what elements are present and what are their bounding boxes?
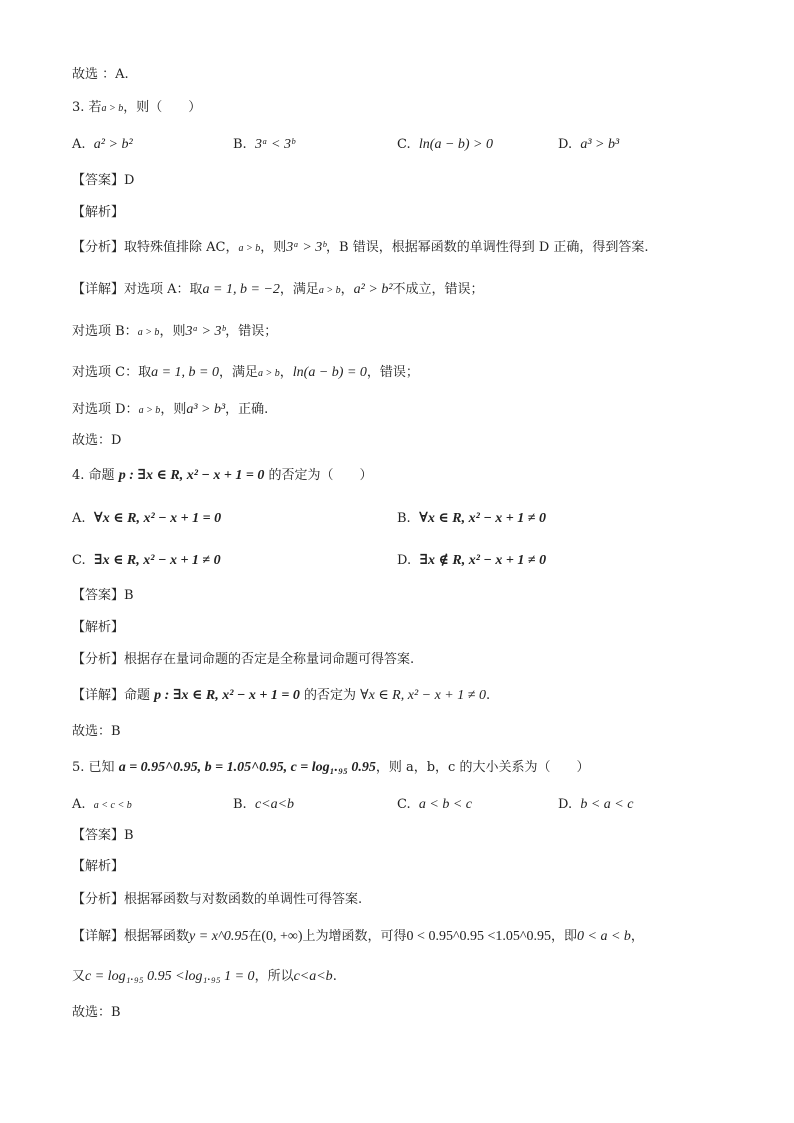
q3-detail-3-text-3: ， — [279, 365, 293, 380]
q4-option-c-label: C. — [72, 553, 86, 568]
q3-detail-3-text-4: ，错误； — [366, 365, 419, 380]
q5-fenxi — [72, 891, 362, 909]
q3-detail-1-text-2: ，满足 — [279, 282, 319, 297]
q3-detail-1-math-1: a = 1, b = −2 — [202, 282, 280, 297]
q4-stem-expr: p : ∃x ∈ R, x² − x + 1 = 0 — [118, 468, 265, 483]
q4-fenxi — [72, 651, 414, 669]
q5-option-c-expr: a < b < c — [418, 797, 472, 812]
q3-answer — [72, 172, 134, 190]
q4-answer-tag: 【答案】 — [72, 588, 125, 603]
q4-option-b-label: B. — [397, 511, 411, 526]
q3-option-c-label: C. — [397, 137, 411, 152]
q5-detail-2 — [72, 968, 337, 986]
q4-option-d-expr: ∃x ∉ R, x² − x + 1 ≠ 0 — [419, 553, 547, 568]
q5-detail-1 — [72, 928, 644, 946]
q3-detail-2-text-3: ，错误； — [225, 324, 278, 339]
q3-detail-1 — [72, 281, 484, 300]
q3-detail-2 — [72, 323, 277, 342]
prev-answer: 故选 ：A. — [72, 67, 129, 82]
q3-detail-3-math-2: a > b — [258, 368, 280, 379]
q3-fenxi-math-1: a > b — [238, 243, 261, 254]
q5-detail-2-math-1: c = log₁.₉₅ 0.95 <log₁.₉₅ 1 = 0 — [85, 969, 255, 984]
q4-detail-text-2: 的否定为 — [304, 688, 357, 703]
q3-option-a-expr: a² > b² — [93, 137, 133, 152]
q4-option-b — [397, 510, 546, 528]
q5-option-d-label: D. — [558, 797, 573, 812]
q5-option-b-label: B. — [233, 797, 247, 812]
q4-detail-tag: 【详解】 — [72, 688, 125, 703]
q4-option-d — [397, 552, 546, 570]
q5-detail-1-text-5: ， — [630, 929, 644, 944]
q4-analysis-tag-text: 【解析】 — [72, 620, 125, 635]
q5-answer-value: B — [124, 828, 134, 843]
q3-detail-4 — [72, 401, 268, 420]
q4-option-a — [72, 510, 221, 528]
q5-detail-tag: 【详解】 — [72, 929, 125, 944]
q5-detail-2-math-2: c<a<b — [293, 969, 333, 984]
q5-option-a — [72, 796, 132, 815]
q3-detail-1-text-3: ， — [340, 282, 354, 297]
q5-option-d-expr: b < a < c — [580, 797, 634, 812]
q3-detail-4-text-1: 对选项 D： — [72, 402, 139, 417]
q5-option-a-label: A. — [72, 797, 86, 812]
q5-option-b-expr: c<a<b — [254, 797, 295, 812]
q3-stem-pre: 3. 若 — [72, 100, 102, 115]
q4-fenxi-text: 根据存在量词命题的否定是全称量词命题可得答案. — [124, 652, 415, 667]
q5-final: 故选：B — [72, 1005, 121, 1020]
q3-final: 故选：D — [72, 433, 122, 448]
q3-detail-1-text-1: 对选项 A：取 — [124, 282, 203, 297]
q4-detail — [72, 687, 490, 705]
q3-detail-3-math-3: ln(a − b) = 0 — [292, 365, 367, 380]
q3-option-a-label: A. — [72, 137, 86, 152]
q3-fenxi-tag: 【分析】 — [72, 240, 125, 255]
q3-detail-2-text-1: 对选项 B： — [72, 324, 138, 339]
q4-detail-text-1: 命题 — [124, 688, 151, 703]
q3-fenxi-text-1: 取特殊值排除 AC， — [124, 240, 239, 255]
q4-option-a-expr: ∀x ∈ R, x² − x + 1 = 0 — [93, 511, 222, 526]
q5-detail-2-text-1: 又 — [72, 969, 86, 984]
q3-option-b-expr: 3ᵃ < 3ᵇ — [254, 137, 295, 152]
q5-detail-1-text-1: 根据幂函数 — [124, 929, 190, 944]
q3-answer-tag: 【答案】 — [72, 173, 125, 188]
q3-option-b-label: B. — [233, 137, 247, 152]
q4-option-c — [72, 552, 221, 570]
q5-analysis-tag-text: 【解析】 — [72, 859, 125, 874]
q5-stem-pre: 5. 已知 — [72, 760, 115, 775]
q5-stem — [72, 759, 589, 777]
q4-fenxi-tag: 【分析】 — [72, 652, 125, 667]
q5-option-b — [233, 796, 294, 814]
q4-answer — [72, 587, 134, 605]
q3-option-d — [558, 136, 619, 154]
q3-option-c-expr: ln(a − b) > 0 — [418, 137, 493, 152]
q5-option-a-expr: a < c < b — [93, 800, 132, 811]
q5-analysis-tag — [72, 858, 124, 876]
q5-fenxi-tag: 【分析】 — [72, 892, 125, 907]
q3-detail-1-text-4: 不成立，错误； — [392, 282, 484, 297]
q3-option-a — [72, 136, 133, 154]
q4-answer-value: B — [124, 588, 134, 603]
q4-final: 故选：B — [72, 724, 121, 739]
q3-answer-value: D — [124, 173, 135, 188]
q3-detail-3 — [72, 364, 419, 383]
q3-fenxi-text-2: ，则 — [260, 240, 287, 255]
q4-analysis-tag — [72, 619, 124, 637]
q5-stem-post: ，则 a，b，c 的大小关系为（ ） — [375, 760, 590, 775]
q3-detail-1-math-3: a² > b² — [353, 282, 393, 297]
q4-option-a-label: A. — [72, 511, 86, 526]
q4-option-d-label: D. — [397, 553, 412, 568]
q5-stem-expr: a = 0.95^0.95, b = 1.05^0.95, c = log₁.₉₅ 0.95 — [118, 760, 376, 775]
q3-detail-3-math-1: a = 1, b = 0 — [151, 365, 219, 380]
q5-detail-1-text-3: 上为增函数，可得 — [302, 929, 407, 944]
q3-analysis-tag — [72, 204, 124, 222]
q3-detail-4-text-2: ，则 — [160, 402, 187, 417]
q5-answer — [72, 827, 134, 845]
q5-detail-1-math-2: (0, +∞) — [261, 929, 303, 944]
q3-fenxi-text-3: ，B 错误，根据幂函数的单调性得到 D 正确，得到答案. — [326, 240, 649, 255]
q5-detail-2-text-3: . — [332, 969, 337, 984]
q5-detail-2-text-2: ，所以 — [254, 969, 294, 984]
q3-analysis-tag-text: 【解析】 — [72, 205, 125, 220]
q3-detail-3-text-2: ，满足 — [219, 365, 259, 380]
q3-stem-post: ，则（ ） — [123, 100, 202, 115]
q3-option-c — [397, 136, 493, 154]
q5-detail-1-math-4: 0 < a < b — [577, 929, 631, 944]
q4-stem-pre: 4. 命题 — [72, 468, 115, 483]
q4-stem-post: 的否定为（ ） — [268, 468, 373, 483]
q3-fenxi — [72, 239, 649, 258]
q3-detail-2-math-1: a > b — [137, 327, 160, 338]
q3-stem-condition: a > b — [101, 103, 124, 114]
q3-stem — [72, 99, 201, 118]
q3-detail-4-text-3: ，正确. — [225, 402, 269, 417]
q5-option-c-label: C. — [397, 797, 411, 812]
q4-detail-math-1: p : ∃x ∈ R, x² − x + 1 = 0 — [154, 688, 300, 703]
q3-detail-2-math-2: 3ᵃ > 3ᵇ — [185, 324, 226, 339]
q4-option-b-expr: ∀x ∈ R, x² − x + 1 ≠ 0 — [418, 511, 546, 526]
q5-fenxi-text: 根据幂函数与对数函数的单调性可得答案. — [124, 892, 363, 907]
q3-fenxi-math-2: 3ᵃ > 3ᵇ — [286, 240, 327, 255]
q3-detail-3-text-1: 对选项 C：取 — [72, 365, 152, 380]
q3-detail-tag: 【详解】 — [72, 282, 125, 297]
q4-option-c-expr: ∃x ∈ R, x² − x + 1 ≠ 0 — [93, 553, 221, 568]
q3-option-d-label: D. — [558, 137, 573, 152]
q3-detail-2-text-2: ，则 — [159, 324, 186, 339]
q3-option-d-expr: a³ > b³ — [580, 137, 620, 152]
q5-detail-1-math-3: 0 < 0.95^0.95 <1.05^0.95 — [406, 929, 551, 944]
q5-answer-tag: 【答案】 — [72, 828, 125, 843]
q3-detail-1-math-2: a > b — [318, 285, 341, 296]
q4-stem — [72, 467, 373, 485]
q5-detail-1-text-2: 在 — [248, 929, 262, 944]
q4-detail-text-3: . — [485, 688, 491, 703]
q5-detail-1-math-1: y = x^0.95 — [189, 929, 249, 944]
q3-detail-4-math-1: a > b — [138, 405, 161, 416]
q5-option-d — [558, 796, 633, 814]
q3-option-b — [233, 136, 295, 154]
q3-detail-4-math-2: a³ > b³ — [186, 402, 226, 417]
q5-detail-1-text-4: ，即 — [550, 929, 577, 944]
q5-option-c — [397, 796, 472, 814]
q4-detail-math-2: ∀x ∈ R, x² − x + 1 ≠ 0 — [360, 688, 486, 703]
